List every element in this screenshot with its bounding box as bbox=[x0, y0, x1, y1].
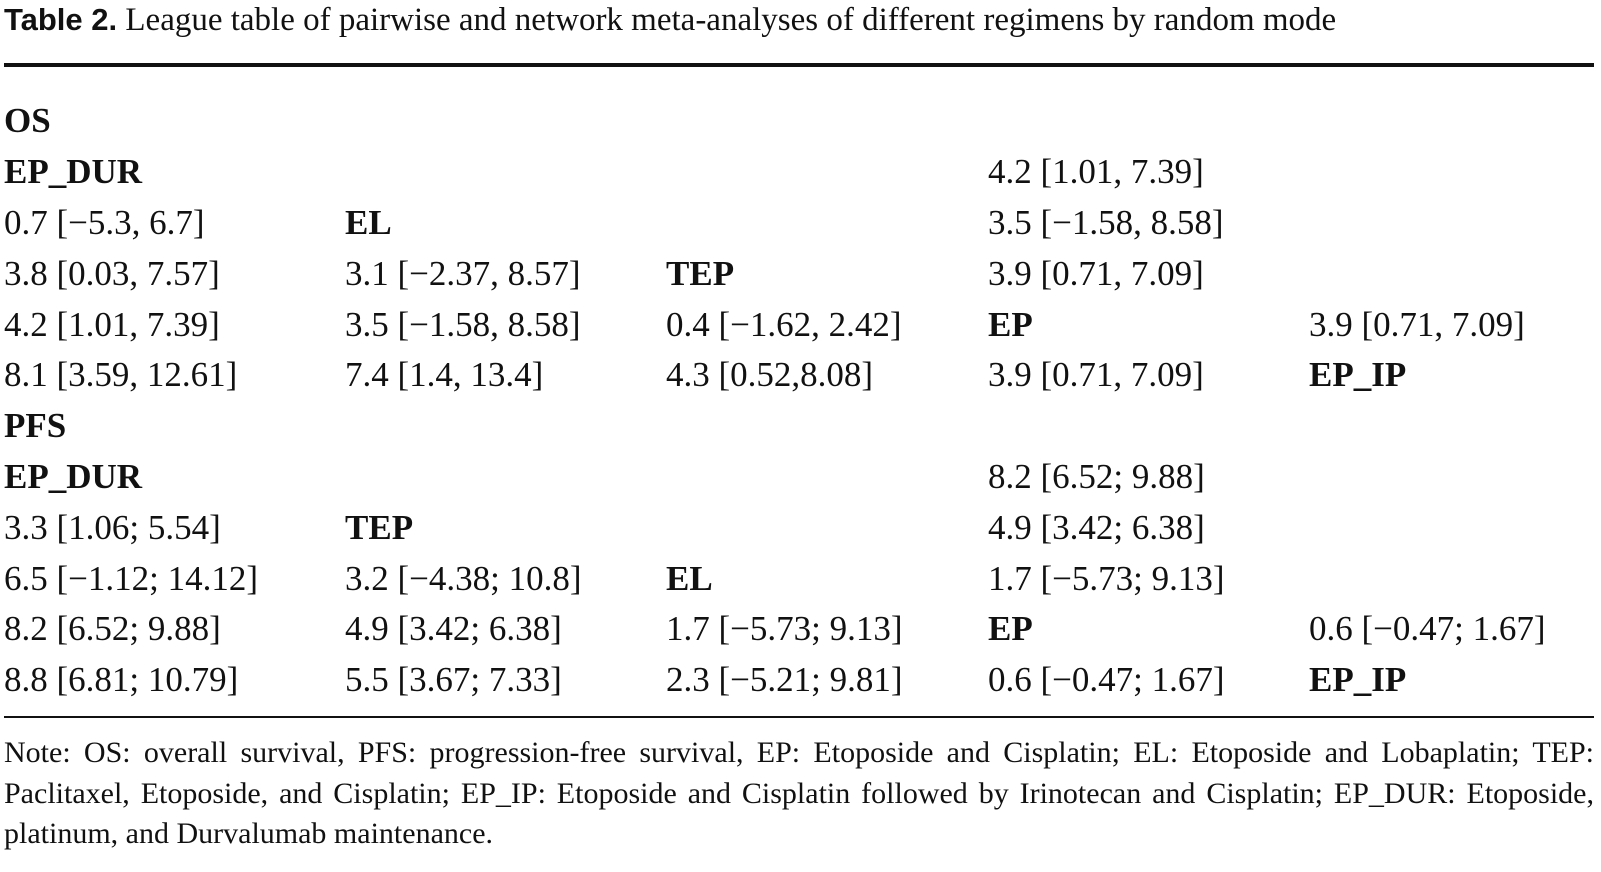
table-cell: 0.6 [−0.47; 1.67] bbox=[1309, 609, 1546, 649]
table-cell: 3.2 [−4.38; 10.8] bbox=[345, 558, 582, 598]
table-cell bbox=[666, 147, 988, 198]
table-row bbox=[4, 553, 1599, 604]
table-cell: 4.3 [0.52,8.08] bbox=[666, 355, 874, 395]
table-caption-label: Table 2. bbox=[4, 2, 118, 37]
table-cell: TEP bbox=[666, 253, 735, 293]
table-cell: EP_IP bbox=[1309, 355, 1407, 395]
table-cell: 3.5 [−1.58, 8.58] bbox=[988, 202, 1224, 242]
table-cell bbox=[1309, 502, 1599, 553]
table-cell: 8.8 [6.81; 10.79] bbox=[4, 660, 239, 700]
table-cell bbox=[345, 452, 666, 503]
table-cell: 4.2 [1.01, 7.39] bbox=[4, 304, 220, 344]
table-row bbox=[4, 248, 1599, 299]
section-title-os: OS bbox=[4, 101, 51, 141]
table-cell bbox=[666, 452, 988, 503]
table-cell bbox=[1309, 147, 1599, 198]
section-header-row bbox=[4, 401, 1599, 452]
table-cell bbox=[1309, 553, 1599, 604]
table-cell bbox=[1309, 198, 1599, 249]
table-cell: 3.1 [−2.37, 8.57] bbox=[345, 253, 581, 293]
table-cell: 3.9 [0.71, 7.09] bbox=[988, 355, 1204, 395]
table-cell: 0.6 [−0.47; 1.67] bbox=[988, 660, 1225, 700]
table-cell: 8.2 [6.52; 9.88] bbox=[4, 609, 221, 649]
table-cell: 0.4 [−1.62, 2.42] bbox=[666, 304, 902, 344]
table-cell bbox=[666, 198, 988, 249]
league-table bbox=[4, 96, 1599, 706]
table-cell: 3.9 [0.71, 7.09] bbox=[1309, 304, 1525, 344]
table-cell: 3.5 [−1.58, 8.58] bbox=[345, 304, 581, 344]
table-caption bbox=[4, 0, 1594, 40]
table-cell: EP_IP bbox=[1309, 660, 1407, 700]
section-title-pfs: PFS bbox=[4, 406, 67, 446]
table-cell: EP_DUR bbox=[4, 152, 143, 192]
table-cell: 4.2 [1.01, 7.39] bbox=[988, 152, 1204, 192]
table-row bbox=[4, 299, 1599, 350]
table-cell: EP bbox=[988, 609, 1033, 649]
table-row bbox=[4, 147, 1599, 198]
table-cell: 3.3 [1.06; 5.54] bbox=[4, 507, 221, 547]
table-cell: 0.7 [−5.3, 6.7] bbox=[4, 202, 205, 242]
table-row bbox=[4, 655, 1599, 706]
table-cell bbox=[666, 502, 988, 553]
table-cell: 4.9 [3.42; 6.38] bbox=[988, 507, 1205, 547]
table-cell: 1.7 [−5.73; 9.13] bbox=[988, 558, 1225, 598]
table-bottom-rule bbox=[4, 716, 1594, 718]
table-top-rule bbox=[4, 63, 1594, 67]
section-header-row bbox=[4, 96, 1599, 147]
table-cell: 7.4 [1.4, 13.4] bbox=[345, 355, 544, 395]
table-cell bbox=[1309, 248, 1599, 299]
table-cell: EP_DUR bbox=[4, 456, 143, 496]
table-cell: 1.7 [−5.73; 9.13] bbox=[666, 609, 903, 649]
table-caption-text: League table of pairwise and network meta-analyses of different regimens by random mode bbox=[125, 2, 1337, 38]
table-cell: EL bbox=[666, 558, 713, 598]
table-footnote: Note: OS: overall survival, PFS: progression-free survival, EP: Etoposide and Cisplatin; EL: Etoposide and Lobaplatin; TEP: Paclitaxel, Etoposide, and Cisplatin; EP_IP: Etoposide and Cisplatin followed by Irinotecan and Cisplatin; EP_DUR: Etoposide, platinum, and Durvalumab maintenance. bbox=[4, 736, 1594, 850]
table-row bbox=[4, 350, 1599, 401]
table-row bbox=[4, 198, 1599, 249]
table-cell bbox=[345, 147, 666, 198]
table-cell: 6.5 [−1.12; 14.12] bbox=[4, 558, 259, 598]
table-row bbox=[4, 452, 1599, 503]
table-cell: 8.2 [6.52; 9.88] bbox=[988, 456, 1205, 496]
table-cell: 4.9 [3.42; 6.38] bbox=[345, 609, 562, 649]
table-cell: 5.5 [3.67; 7.33] bbox=[345, 660, 562, 700]
table-cell: 2.3 [−5.21; 9.81] bbox=[666, 660, 903, 700]
table-cell: TEP bbox=[345, 507, 414, 547]
table-cell: EL bbox=[345, 202, 392, 242]
table-cell: 3.8 [0.03, 7.57] bbox=[4, 253, 220, 293]
table-row bbox=[4, 502, 1599, 553]
table-row bbox=[4, 604, 1599, 655]
table-cell bbox=[1309, 452, 1599, 503]
table-cell: 8.1 [3.59, 12.61] bbox=[4, 355, 238, 395]
table-cell: EP bbox=[988, 304, 1033, 344]
table-cell: 3.9 [0.71, 7.09] bbox=[988, 253, 1204, 293]
